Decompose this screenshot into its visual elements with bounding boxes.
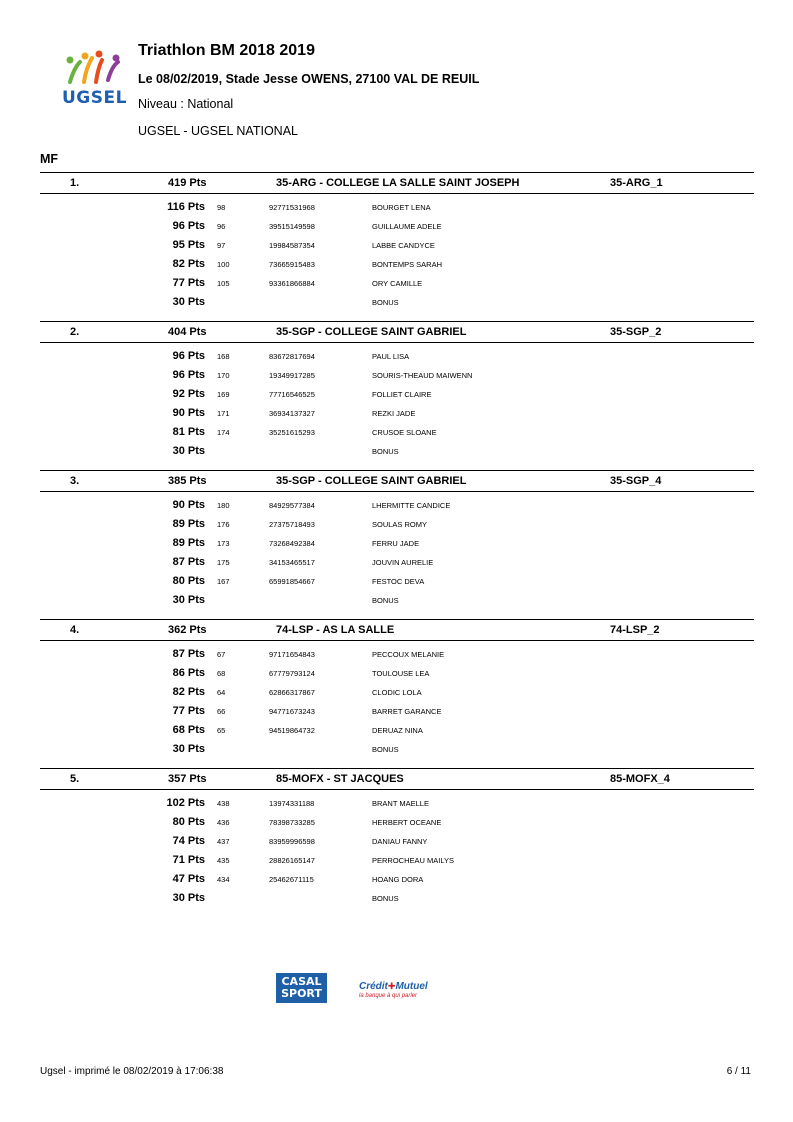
- member-points: 74 Pts: [172, 835, 205, 847]
- team-name: 85-MOFX - ST JACQUES: [276, 773, 404, 785]
- team-points: 357 Pts: [168, 773, 207, 785]
- member-bib: 173: [217, 539, 230, 548]
- member-row: [40, 385, 754, 404]
- team-name: 35-SGP - COLLEGE SAINT GABRIEL: [276, 326, 467, 338]
- team-name: 35-SGP - COLLEGE SAINT GABRIEL: [276, 475, 467, 487]
- member-points: 86 Pts: [172, 667, 205, 679]
- member-bib: 171: [217, 409, 230, 418]
- team-rank: 2.: [70, 326, 80, 338]
- casal-line1: CASAL: [281, 975, 322, 988]
- team-row: [40, 172, 754, 193]
- member-points: 30 Pts: [172, 445, 205, 457]
- member-name: PERROCHEAU MAILYS: [372, 856, 454, 865]
- member-name: BOURGET LENA: [372, 203, 431, 212]
- member-row: [40, 553, 754, 572]
- member-bib: 434: [217, 875, 230, 884]
- member-name: GUILLAUME ADELE: [372, 222, 442, 231]
- member-name: SOURIS-THEAUD MAIWENN: [372, 371, 473, 380]
- member-points: 102 Pts: [166, 797, 205, 809]
- member-name: BONUS: [372, 596, 399, 605]
- member-bib: 66: [217, 707, 226, 716]
- member-name: PAUL LISA: [372, 352, 410, 361]
- results-table: [40, 172, 754, 917]
- member-license: 94771673243: [269, 707, 315, 716]
- member-row: [40, 442, 754, 461]
- team-rank: 1.: [70, 177, 80, 189]
- member-row: [40, 515, 754, 534]
- member-row: [40, 404, 754, 423]
- member-row: [40, 870, 754, 889]
- member-license: 77716546525: [269, 390, 315, 399]
- member-name: CLODIC LOLA: [372, 688, 422, 697]
- member-name: FESTOC DEVA: [372, 577, 425, 586]
- credit-mutuel-name-2: Mutuel: [395, 981, 428, 992]
- member-license: 78398733285: [269, 818, 315, 827]
- member-points: 30 Pts: [172, 743, 205, 755]
- team-group: [40, 172, 754, 321]
- team-group: [40, 619, 754, 768]
- team-rank: 4.: [70, 624, 80, 636]
- member-license: 28826165147: [269, 856, 315, 865]
- member-row: [40, 217, 754, 236]
- member-bib: 65: [217, 726, 226, 735]
- member-points: 87 Pts: [172, 648, 205, 660]
- member-row: [40, 740, 754, 759]
- member-points: 96 Pts: [172, 369, 205, 381]
- team-row: [40, 619, 754, 640]
- member-points: 81 Pts: [172, 426, 205, 438]
- team-group: [40, 470, 754, 619]
- member-license: 65991854667: [269, 577, 315, 586]
- member-license: 19349917285: [269, 371, 315, 380]
- member-name: PECCOUX MELANIE: [372, 650, 445, 659]
- member-points: 80 Pts: [172, 575, 205, 587]
- members-list: [40, 790, 754, 908]
- credit-mutuel-tagline: la banque à qui parler: [359, 993, 418, 999]
- member-bib: 168: [217, 352, 230, 361]
- member-name: JOUVIN AURELIE: [372, 558, 434, 567]
- member-points: 89 Pts: [172, 537, 205, 549]
- member-points: 30 Pts: [172, 892, 205, 904]
- member-bib: 64: [217, 688, 226, 697]
- member-points: 90 Pts: [172, 407, 205, 419]
- member-bib: 435: [217, 856, 230, 865]
- member-license: 67779793124: [269, 669, 315, 678]
- member-row: [40, 645, 754, 664]
- member-license: 83672817694: [269, 352, 315, 361]
- member-bib: 170: [217, 371, 230, 380]
- member-row: [40, 572, 754, 591]
- team-code: 85-MOFX_4: [610, 773, 670, 785]
- members-list: [40, 641, 754, 759]
- member-bib: 97: [217, 241, 226, 250]
- member-license: 35251615293: [269, 428, 315, 437]
- member-name: BONUS: [372, 298, 399, 307]
- member-row: [40, 423, 754, 442]
- member-row: [40, 236, 754, 255]
- team-code: 35-ARG_1: [610, 177, 663, 189]
- member-name: CRUSOE SLOANE: [372, 428, 437, 437]
- member-name: DERUAZ NINA: [372, 726, 423, 735]
- team-points: 362 Pts: [168, 624, 207, 636]
- member-points: 80 Pts: [172, 816, 205, 828]
- member-bib: 68: [217, 669, 226, 678]
- member-row: [40, 721, 754, 740]
- member-license: 92771531968: [269, 203, 315, 212]
- members-list: [40, 343, 754, 461]
- member-name: BARRET GARANCE: [372, 707, 442, 716]
- team-name: 35-ARG - COLLEGE LA SALLE SAINT JOSEPH: [276, 177, 520, 189]
- casal-line2: SPORT: [281, 987, 322, 1000]
- member-bib: 169: [217, 390, 230, 399]
- team-row: [40, 321, 754, 342]
- member-points: 77 Pts: [172, 705, 205, 717]
- member-bib: 105: [217, 279, 230, 288]
- member-license: 94519864732: [269, 726, 315, 735]
- member-row: [40, 366, 754, 385]
- event-date-location: Le 08/02/2019, Stade Jesse OWENS, 27100 VAL DE REUIL: [138, 72, 480, 86]
- member-license: 84929577384: [269, 501, 315, 510]
- member-name: FOLLIET CLAIRE: [372, 390, 432, 399]
- member-points: 68 Pts: [172, 724, 205, 736]
- member-bib: 437: [217, 837, 230, 846]
- member-row: [40, 496, 754, 515]
- member-name: BRANT MAELLE: [372, 799, 429, 808]
- member-bib: 180: [217, 501, 230, 510]
- member-license: 19984587354: [269, 241, 315, 250]
- member-points: 87 Pts: [172, 556, 205, 568]
- member-name: HERBERT OCEANE: [372, 818, 442, 827]
- member-row: [40, 813, 754, 832]
- member-name: LABBE CANDYCE: [372, 241, 435, 250]
- member-row: [40, 534, 754, 553]
- members-list: [40, 194, 754, 312]
- member-name: REZKI JADE: [372, 409, 416, 418]
- member-points: 95 Pts: [172, 239, 205, 251]
- member-license: 73268492384: [269, 539, 315, 548]
- member-license: 83959996598: [269, 837, 315, 846]
- member-row: [40, 683, 754, 702]
- member-license: 97171654843: [269, 650, 315, 659]
- member-name: DANIAU FANNY: [372, 837, 428, 846]
- team-group: [40, 768, 754, 917]
- team-row: [40, 768, 754, 789]
- member-bib: 96: [217, 222, 226, 231]
- member-row: [40, 198, 754, 217]
- member-points: 30 Pts: [172, 296, 205, 308]
- member-row: [40, 274, 754, 293]
- member-points: 96 Pts: [172, 350, 205, 362]
- member-name: BONTEMPS SARAH: [372, 260, 443, 269]
- member-bib: 438: [217, 799, 230, 808]
- member-bib: 176: [217, 520, 230, 529]
- members-list: [40, 492, 754, 610]
- member-points: 116 Pts: [167, 201, 205, 213]
- member-license: 62866317867: [269, 688, 315, 697]
- member-points: 96 Pts: [172, 220, 205, 232]
- team-points: 404 Pts: [168, 326, 207, 338]
- team-code: 35-SGP_4: [610, 475, 662, 487]
- footer-printed: Ugsel - imprimé le 08/02/2019 à 17:06:38: [40, 1066, 224, 1077]
- member-row: [40, 664, 754, 683]
- member-bib: 436: [217, 818, 230, 827]
- member-bib: 174: [217, 428, 230, 437]
- team-code: 74-LSP_2: [610, 624, 660, 636]
- member-points: 47 Pts: [172, 873, 205, 885]
- member-license: 93361866884: [269, 279, 315, 288]
- member-license: 73665915483: [269, 260, 315, 269]
- member-license: 39515149598: [269, 222, 315, 231]
- member-bib: 100: [217, 260, 230, 269]
- member-name: BONUS: [372, 745, 399, 754]
- team-group: [40, 321, 754, 470]
- member-name: BONUS: [372, 894, 399, 903]
- member-name: FERRU JADE: [372, 539, 420, 548]
- member-bib: 67: [217, 650, 226, 659]
- member-points: 89 Pts: [172, 518, 205, 530]
- member-license: 13974331188: [269, 799, 315, 808]
- member-points: 71 Pts: [172, 854, 205, 866]
- member-license: 36934137327: [269, 409, 315, 418]
- member-row: [40, 347, 754, 366]
- team-points: 419 Pts: [168, 177, 207, 189]
- member-points: 82 Pts: [172, 258, 205, 270]
- member-row: [40, 851, 754, 870]
- member-points: 30 Pts: [172, 594, 205, 606]
- member-row: [40, 591, 754, 610]
- member-row: [40, 702, 754, 721]
- member-name: TOULOUSE LEA: [372, 669, 430, 678]
- member-license: 27375718493: [269, 520, 315, 529]
- member-bib: 167: [217, 577, 230, 586]
- member-row: [40, 255, 754, 274]
- member-bib: 98: [217, 203, 226, 212]
- member-row: [40, 794, 754, 813]
- member-row: [40, 832, 754, 851]
- credit-mutuel-name-1: Crédit: [359, 981, 388, 992]
- credit-mutuel-logo: [359, 976, 428, 999]
- member-name: BONUS: [372, 447, 399, 456]
- category-label: MF: [40, 152, 59, 166]
- team-row: [40, 470, 754, 491]
- member-bib: 175: [217, 558, 230, 567]
- footer-page-number: 6 / 11: [726, 1066, 751, 1077]
- credit-mutuel-cross-icon: ✚: [387, 981, 396, 991]
- team-rank: 3.: [70, 475, 80, 487]
- member-name: HOANG DORA: [372, 875, 424, 884]
- member-points: 90 Pts: [172, 499, 205, 511]
- member-points: 77 Pts: [172, 277, 205, 289]
- page-title: Triathlon BM 2018 2019: [138, 42, 315, 59]
- event-level: Niveau : National: [138, 97, 234, 111]
- member-name: SOULAS ROMY: [372, 520, 428, 529]
- member-name: LHERMITTE CANDICE: [372, 501, 451, 510]
- casal-sport-logo: [276, 973, 327, 1003]
- member-points: 92 Pts: [172, 388, 205, 400]
- member-points: 82 Pts: [172, 686, 205, 698]
- member-row: [40, 889, 754, 908]
- organization: UGSEL - UGSEL NATIONAL: [138, 124, 298, 138]
- logo-text: UGSEL: [62, 88, 127, 108]
- team-name: 74-LSP - AS LA SALLE: [276, 624, 395, 636]
- member-license: 34153465517: [269, 558, 315, 567]
- member-name: ORY CAMILLE: [372, 279, 423, 288]
- team-code: 35-SGP_2: [610, 326, 662, 338]
- team-rank: 5.: [70, 773, 80, 785]
- team-points: 385 Pts: [168, 475, 207, 487]
- member-row: [40, 293, 754, 312]
- member-license: 25462671115: [269, 875, 314, 884]
